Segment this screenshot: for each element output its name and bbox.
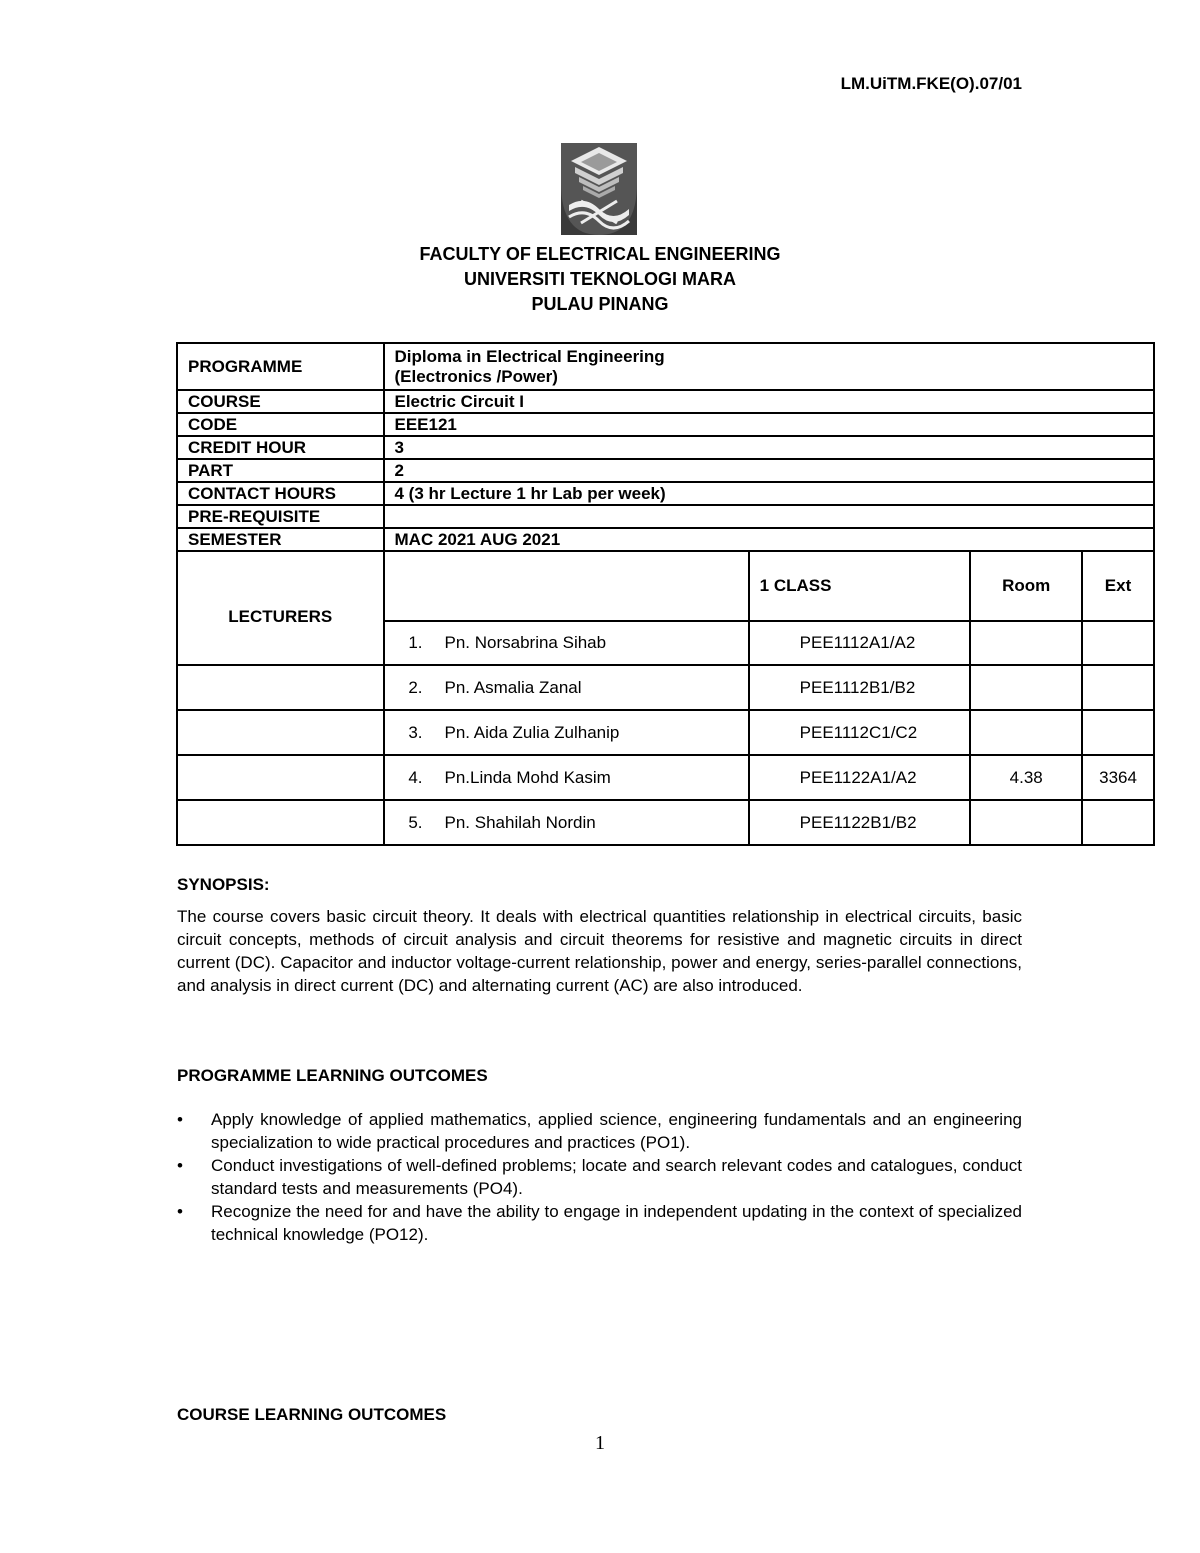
- lecturer-name-cell: [384, 755, 749, 800]
- row-credit: [177, 436, 1154, 459]
- lecturer-room: [970, 665, 1082, 710]
- lecturer-number: 4.: [408, 767, 423, 787]
- lecturer-number: 2.: [408, 677, 423, 697]
- prereq-label: PRE-REQUISITE: [177, 505, 384, 528]
- lecturer-number: 5.: [408, 812, 423, 832]
- plo-heading: PROGRAMME LEARNING OUTCOMES: [177, 1066, 488, 1085]
- ext-header: Ext: [1082, 551, 1154, 621]
- page-number: 1: [595, 1432, 605, 1454]
- lecturer-empty-label-cell: [177, 800, 384, 845]
- clo-heading: COURSE LEARNING OUTCOMES: [177, 1405, 447, 1424]
- programme-value: [384, 343, 1155, 390]
- contact-value: 4 (3 hr Lecture 1 hr Lab per week): [384, 482, 1155, 505]
- bullet-icon: •: [177, 1110, 183, 1129]
- lecturer-room: [970, 710, 1082, 755]
- lecturer-name: Pn. Norsabrina Sihab: [444, 633, 607, 652]
- lecturer-row: [177, 800, 1154, 845]
- programme-line1: Diploma in Electrical Engineering: [394, 346, 665, 366]
- lecturer-name-cell: [384, 621, 749, 665]
- row-contact: [177, 482, 1154, 505]
- room-header: Room: [970, 551, 1082, 621]
- lecturer-name-cell: [384, 710, 749, 755]
- lecturer-class: PEE1112A1/A2: [749, 621, 971, 665]
- lecturer-row: [177, 710, 1154, 755]
- prereq-value: [384, 505, 1155, 528]
- credit-value: 3: [384, 436, 1155, 459]
- lecturer-row: [177, 755, 1154, 800]
- synopsis-heading: SYNOPSIS:: [177, 875, 270, 894]
- lecturer-ext: [1082, 621, 1154, 665]
- lecturer-ext: [1082, 665, 1154, 710]
- lecturer-name: Pn. Aida Zulia Zulhanip: [444, 722, 620, 742]
- part-value: 2: [384, 459, 1155, 482]
- university-name: UNIVERSITI TEKNOLOGI MARA: [463, 269, 736, 289]
- programme-label: PROGRAMME: [177, 343, 384, 390]
- lecturer-ext: [1082, 800, 1154, 845]
- course-value: Electric Circuit I: [384, 390, 1155, 413]
- lecturer-number: 1.: [408, 633, 423, 652]
- contact-label: CONTACT HOURS: [177, 482, 384, 505]
- row-semester: [177, 528, 1154, 551]
- lecturer-class: PEE1112B1/B2: [749, 665, 971, 710]
- lecturer-name-header: [384, 551, 749, 621]
- lecturer-class: PEE1122A1/A2: [749, 755, 971, 800]
- semester-label: SEMESTER: [177, 528, 384, 551]
- lecturer-name: Pn.Linda Mohd Kasim: [444, 767, 611, 787]
- lecturer-room: 4.38: [970, 755, 1082, 800]
- plo-item: [177, 1154, 1022, 1200]
- lecturer-empty-label-cell: [177, 755, 384, 800]
- plo-item: [177, 1108, 1022, 1154]
- part-label: PART: [177, 459, 384, 482]
- lecturer-name: Pn. Shahilah Nordin: [444, 812, 596, 832]
- lecturer-name-cell: [384, 800, 749, 845]
- row-code: [177, 413, 1154, 436]
- campus-name: PULAU PINANG: [531, 294, 669, 314]
- row-programme: [177, 343, 1154, 390]
- lecturer-ext: 3364: [1082, 755, 1154, 800]
- faculty-name: FACULTY OF ELECTRICAL ENGINEERING: [419, 244, 781, 264]
- lecturer-name: Pn. Asmalia Zanal: [444, 677, 582, 697]
- course-label: COURSE: [177, 390, 384, 413]
- programme-line2: (Electronics /Power): [394, 366, 558, 386]
- lecturer-row: [177, 665, 1154, 710]
- class-header: 1 CLASS: [749, 551, 971, 621]
- plo-item-text: Conduct investigations of well-defined problems; locate and search relevant codes and catalogues, conduct standard tests and measurements (PO4).: [211, 1156, 1022, 1198]
- row-prereq: [177, 505, 1154, 528]
- lecturer-number: 3.: [408, 722, 423, 742]
- university-logo: [561, 143, 637, 235]
- bullet-icon: •: [177, 1156, 183, 1175]
- row-course: [177, 390, 1154, 413]
- synopsis-text: The course covers basic circuit theory. It deals with electrical quantities relationship in electrical circuits, basic circuit concepts, methods of circuit analysis and circuit theorems for resistive and magnetic circuits in direct current (DC). Capacitor and inductor voltage-current relationship, power and energy, series-parallel connections, and analysis in direct current (DC) and alternating current (AC) are also introduced.: [177, 907, 1022, 995]
- row-part: [177, 459, 1154, 482]
- lecturer-name-cell: [384, 665, 749, 710]
- lecturer-class: PEE1122B1/B2: [749, 800, 971, 845]
- lecturer-ext: [1082, 710, 1154, 755]
- lecturers-label: LECTURERS: [177, 551, 384, 665]
- plo-list: [177, 1108, 1022, 1246]
- lecturer-empty-label-cell: [177, 665, 384, 710]
- course-info-table: [176, 342, 1155, 846]
- code-value: EEE121: [384, 413, 1155, 436]
- bullet-icon: •: [177, 1202, 183, 1221]
- plo-item-text: Apply knowledge of applied mathematics, applied science, engineering fundamentals and an engineering specialization to wide practical procedures and practices (PO1).: [211, 1110, 1022, 1152]
- lecturer-empty-label-cell: [177, 710, 384, 755]
- lecturers-header-row: [177, 551, 1154, 621]
- plo-item-text: Recognize the need for and have the ability to engage in independent updating in the context of specialized technical knowledge (PO12).: [211, 1202, 1022, 1244]
- credit-label: CREDIT HOUR: [177, 436, 384, 459]
- lecturer-class: PEE1112C1/C2: [749, 710, 971, 755]
- plo-item: [177, 1200, 1022, 1246]
- semester-value: MAC 2021 AUG 2021: [384, 528, 1155, 551]
- document-code: LM.UiTM.FKE(O).07/01: [840, 74, 1022, 93]
- lecturer-room: [970, 800, 1082, 845]
- lecturer-room: [970, 621, 1082, 665]
- code-label: CODE: [177, 413, 384, 436]
